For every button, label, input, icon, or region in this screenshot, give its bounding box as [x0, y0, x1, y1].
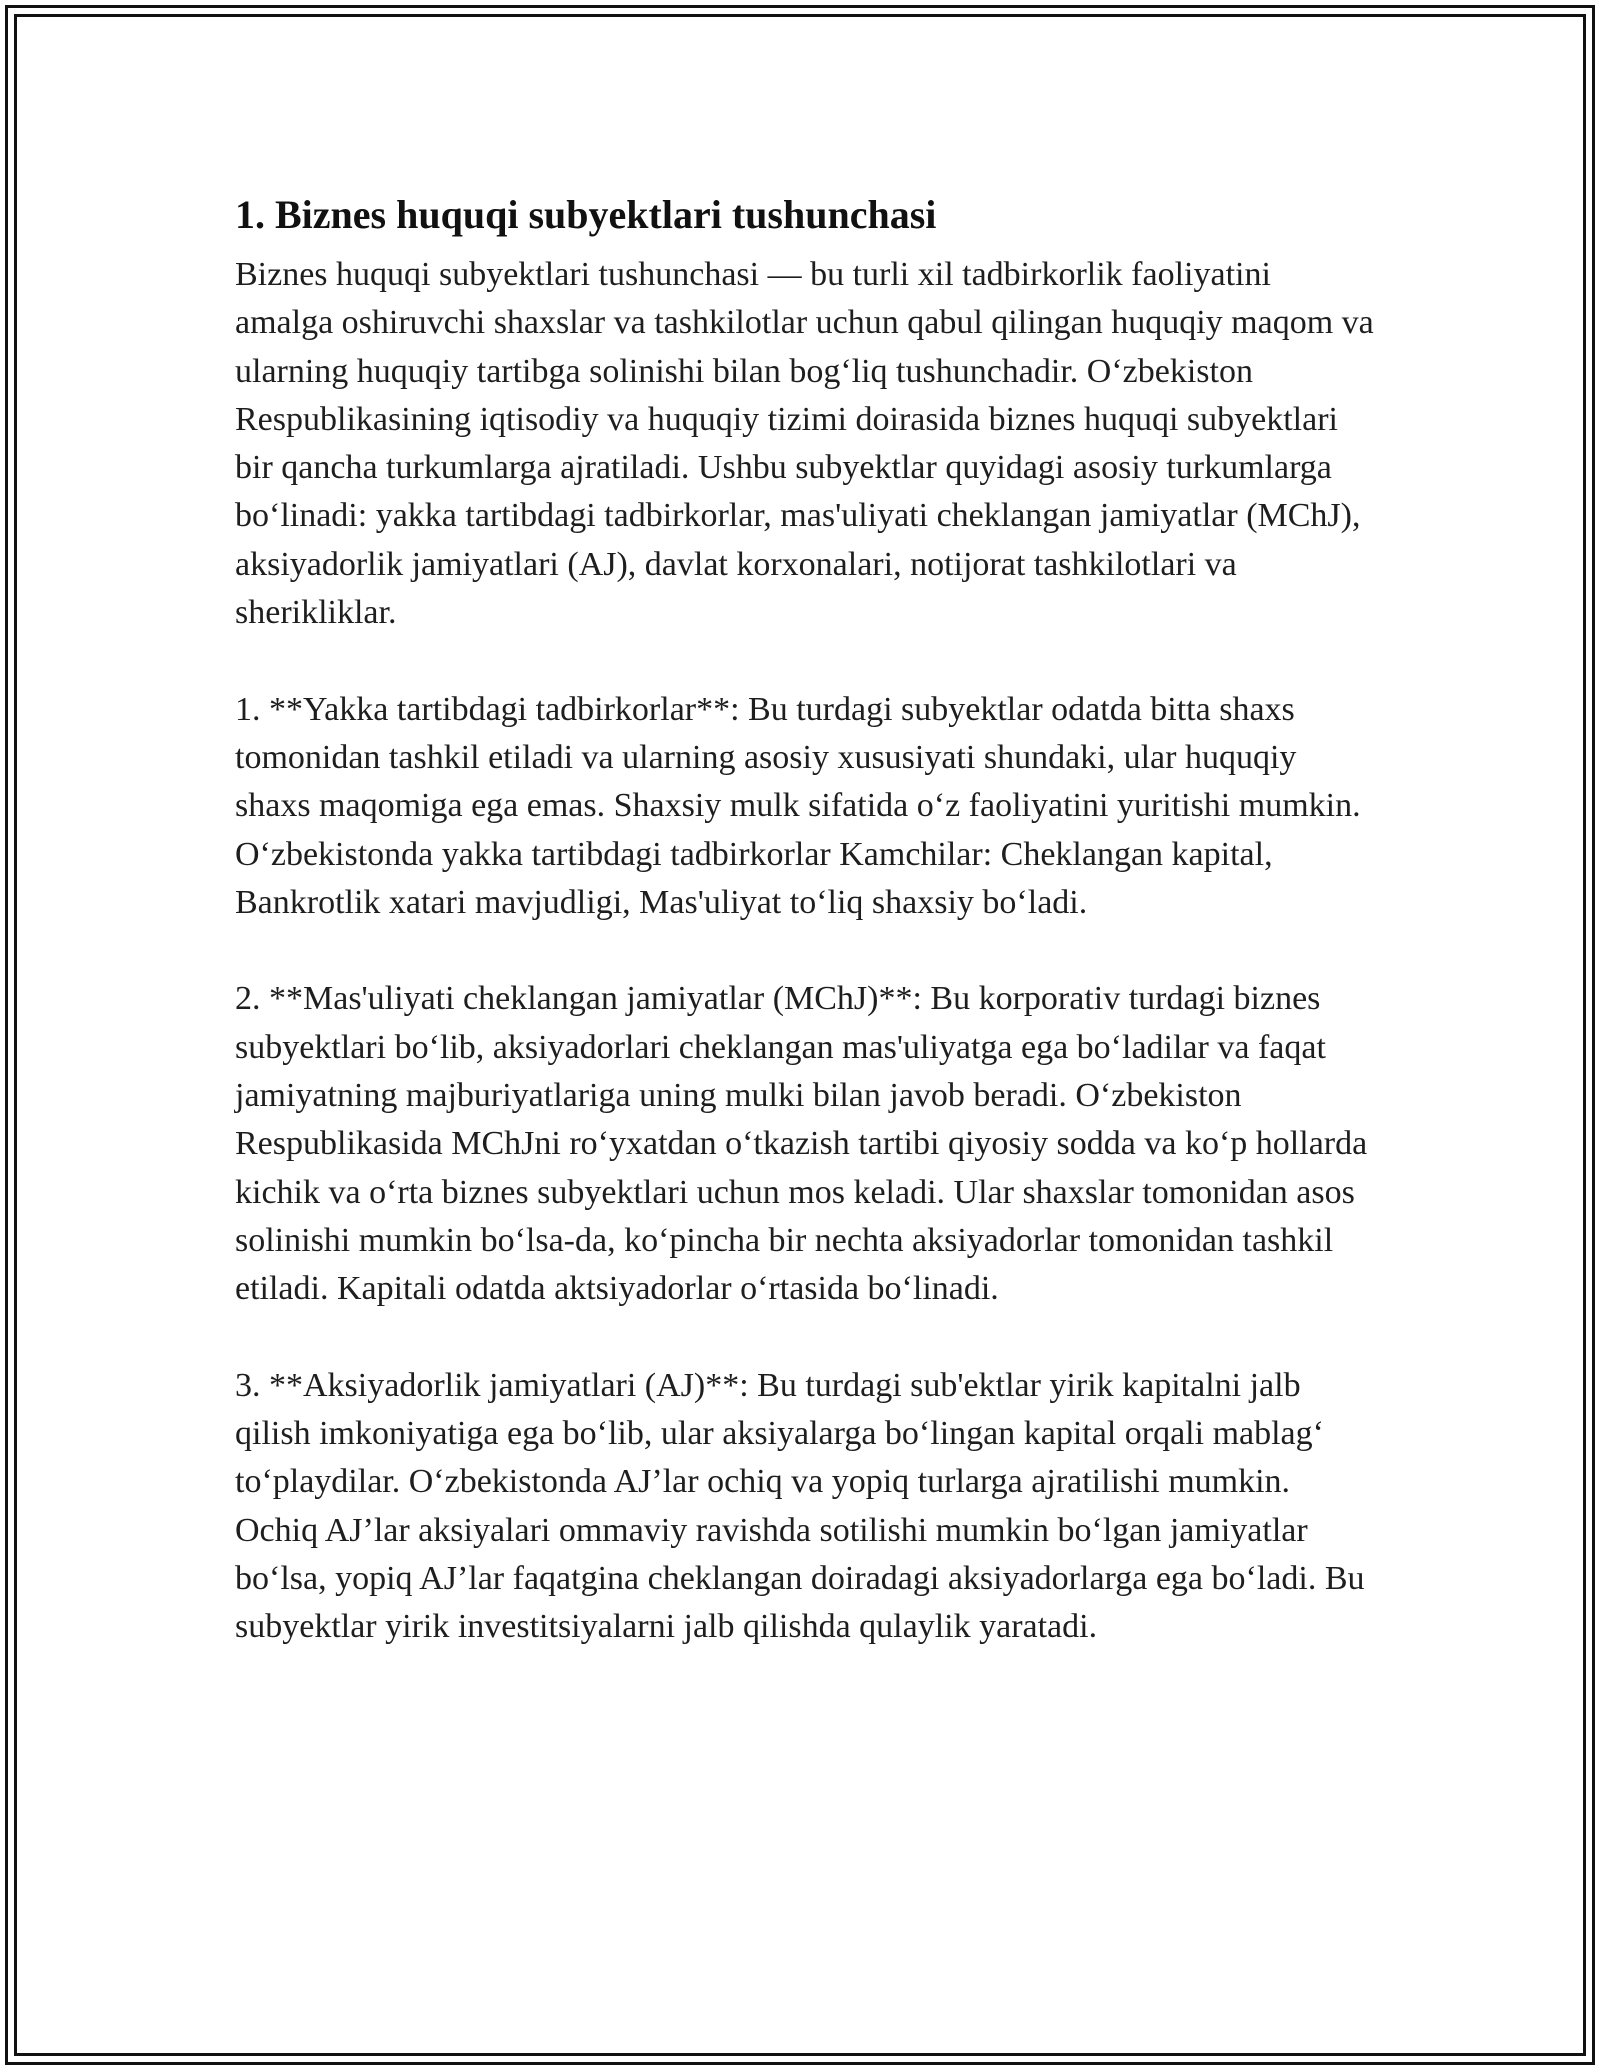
- intro-paragraph: Biznes huquqi subyektlari tushunchasi — bu turli xil tadbirkorlik faoliyatini amalga oshiruvchi shaxslar va tashkilotlar uchun qabul qilingan huquqiy maqom va ularning huquqiy tartibga solinishi bilan bog‘liq tushunchadir. O‘zbekiston Respublikasining iqtisodiy va huquqiy tizimi doirasida biznes huquqi subyektlari bir qancha turkumlarga ajratiladi. Ushbu subyektlar quyidagi asosiy turkumlarga bo‘linadi: yakka tartibdagi tadbirkorlar, mas'uliyati cheklangan jamiyatlar (MChJ), aksiyadorlik jamiyatlari (AJ), davlat korxonalari, notijorat tashkilotlari va sherikliklar.: [235, 256, 1374, 632]
- list-item-joint-stock: 3. **Aksiyadorlik jamiyatlari (AJ)**: Bu turdagi sub'ektlar yirik kapitalni jalb qilish imkoniyatiga ega bo‘lib, ular aksiyalarga bo‘lingan kapital orqali mablag‘ to‘playdilar. O‘zbekistonda AJ’lar ochiq va yopiq turlarga ajratilishi mumkin. Ochiq AJ’lar aksiyalari ommaviy ravishda sotilishi mumkin bo‘lgan jamiyatlar bo‘lsa, yopiq AJ’lar faqatgina cheklangan doiradagi aksiyadorlarga ega bo‘ladi. Bu subyektlar yirik investitsiyalarni jalb qilishda qulaylik yaratadi.: [235, 1366, 1365, 1646]
- document-body: [235, 183, 1375, 1700]
- section-heading: 1. Biznes huquqi subyektlari tushunchasi: [235, 192, 937, 237]
- list-item-sole-proprietors: 1. **Yakka tartibdagi tadbirkorlar**: Bu turdagi subyektlar odatda bitta shaxs tomonidan tashkil etiladi va ularning asosiy xususiyati shundaki, ular huquqiy shaxs maqomiga ega emas. Shaxsiy mulk sifatida o‘z faoliyatini yuritishi mumkin. O‘zbekistonda yakka tartibdagi tadbirkorlar Kamchilar: Cheklangan kapital, Bankrotlik xatari mavjudligi, Mas'uliyat to‘liq shaxsiy bo‘ladi.: [235, 690, 1361, 921]
- list-item-llc: 2. **Mas'uliyati cheklangan jamiyatlar (MChJ)**: Bu korporativ turdagi biznes subyektlari bo‘lib, aksiyadorlari cheklangan mas'uliyatga ega bo‘ladilar va faqat jamiyatning majburiyatlariga uning mulki bilan javob beradi. O‘zbekiston Respublikasida MChJni ro‘yxatdan o‘tkazish tartibi qiyosiy sodda va ko‘p hollarda kichik va o‘rta biznes subyektlari uchun mos keladi. Ular shaxslar tomonidan asos solinishi mumkin bo‘lsa-da, ko‘pincha bir nechta aksiyadorlar tomonidan tashkil etiladi. Kapitali odatda aktsiyadorlar o‘rtasida bo‘linadi.: [235, 980, 1368, 1308]
